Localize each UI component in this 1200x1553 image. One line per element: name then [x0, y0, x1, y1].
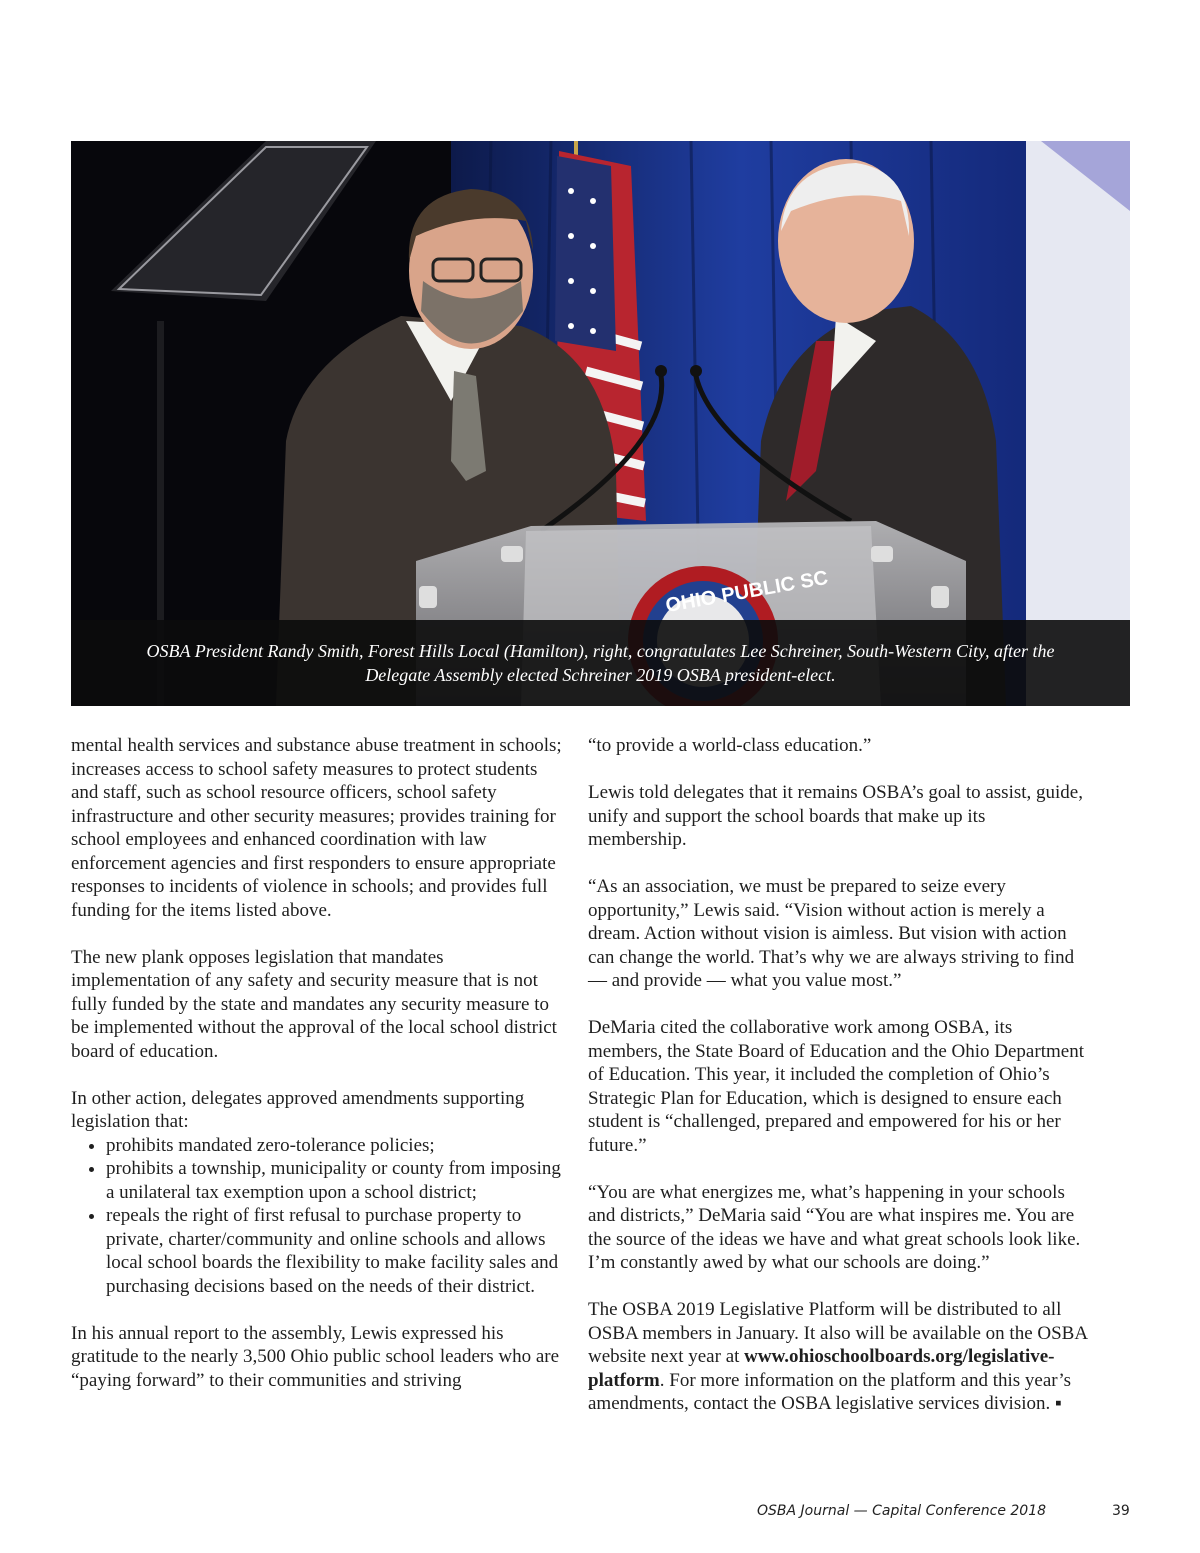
right-paragraph-3: “As an association, we must be prepared to seize every opportunity,” Lewis said. “Vision without action is merely a dream. Action without vision is aimless. But vision with action can change the world. That’s why we are always striving to find — and provide — what you value most.” — [588, 876, 1075, 991]
platform-text-start: The OSBA 2019 Legislative Platform will be distributed to all OSBA members in January. It also will be available on the OSBA website next year at — [588, 1299, 1088, 1367]
left-column — [71, 734, 563, 1416]
caption-line-2: Delegate Assembly elected Schreiner 2019 OSBA president-elect. — [365, 665, 836, 685]
amendments-list — [71, 1134, 563, 1299]
list-item: • prohibits mandated zero-tolerance policies; — [106, 1134, 563, 1158]
end-mark-icon: ▪ — [1055, 1393, 1062, 1414]
legislative-platform-link[interactable]: www.ohioschoolboards.org/legislative-platform — [588, 1346, 1055, 1391]
left-paragraph-2: The new plank opposes legislation that mandates implementation of any safety and security measure that is not fully funded by the state and mandates any security measure to be implemented without the approval of the local school district board of education. — [71, 946, 557, 1062]
footer-title: OSBA Journal — Capital Conference 2018 — [757, 1503, 1047, 1519]
caption-line-1: OSBA President Randy Smith, Forest Hills Local (Hamilton), right, congratulates Lee Schreiner, South-Western City, after the — [146, 641, 1055, 661]
right-column — [588, 734, 1088, 1439]
right-paragraph-1: “to provide a world-class education.” — [588, 735, 872, 756]
list-item: • prohibits a township, municipality or county from imposing a unilateral tax exemption upon a school district; — [106, 1157, 563, 1204]
left-paragraph-3: In other action, delegates approved amendments supporting legislation that: — [71, 1087, 525, 1132]
feature-photo — [71, 141, 1130, 706]
platform-text-end: . For more information on the platform and this year’s amendments, contact the OSBA legislative services division. — [588, 1369, 1071, 1414]
photo-caption — [71, 620, 1130, 706]
left-paragraph-4: In his annual report to the assembly, Lewis expressed his gratitude to the nearly 3,500 Ohio public school leaders who are “paying forward” to their communities and striving — [71, 1322, 560, 1391]
page-number: 39 — [1112, 1503, 1130, 1519]
right-paragraph-5: “You are what energizes me, what’s happening in your schools and districts,” DeMaria said “You are what inspires me. You are the source of the ideas we have and what great schools look like. I’m constantly awed by what our schools are doing.” — [588, 1181, 1081, 1273]
left-paragraph-1: mental health services and substance abuse treatment in schools; increases access to school safety measures to protect students and staff, such as school resource officers, school safety infrastructure and other security measures; provides training for school employees and enhanced coordination with law enforcement agencies and first responders to ensure appropriate responses to incidents of violence in schools; and provides full funding for the items listed above. — [71, 735, 562, 921]
right-paragraph-6 — [588, 1298, 1088, 1416]
right-paragraph-4: DeMaria cited the collaborative work among OSBA, its members, the State Board of Education and the Ohio Department of Education. This year, it included the completion of Ohio’s Strategic Plan for Education, which is designed to ensure each student is “challenged, prepared and empowered for his or her future.” — [588, 1017, 1084, 1156]
list-item: • repeals the right of first refusal to purchase property to private, charter/community and online schools and allows local school boards the flexibility to make facility sales and purchasing decisions based on the needs of their district. — [106, 1204, 563, 1298]
podium-seal-text: OHIO PUBLIC SC — [663, 566, 830, 618]
right-paragraph-2: Lewis told delegates that it remains OSBA’s goal to assist, guide, unify and support the school boards that make up its membership. — [588, 782, 1083, 850]
